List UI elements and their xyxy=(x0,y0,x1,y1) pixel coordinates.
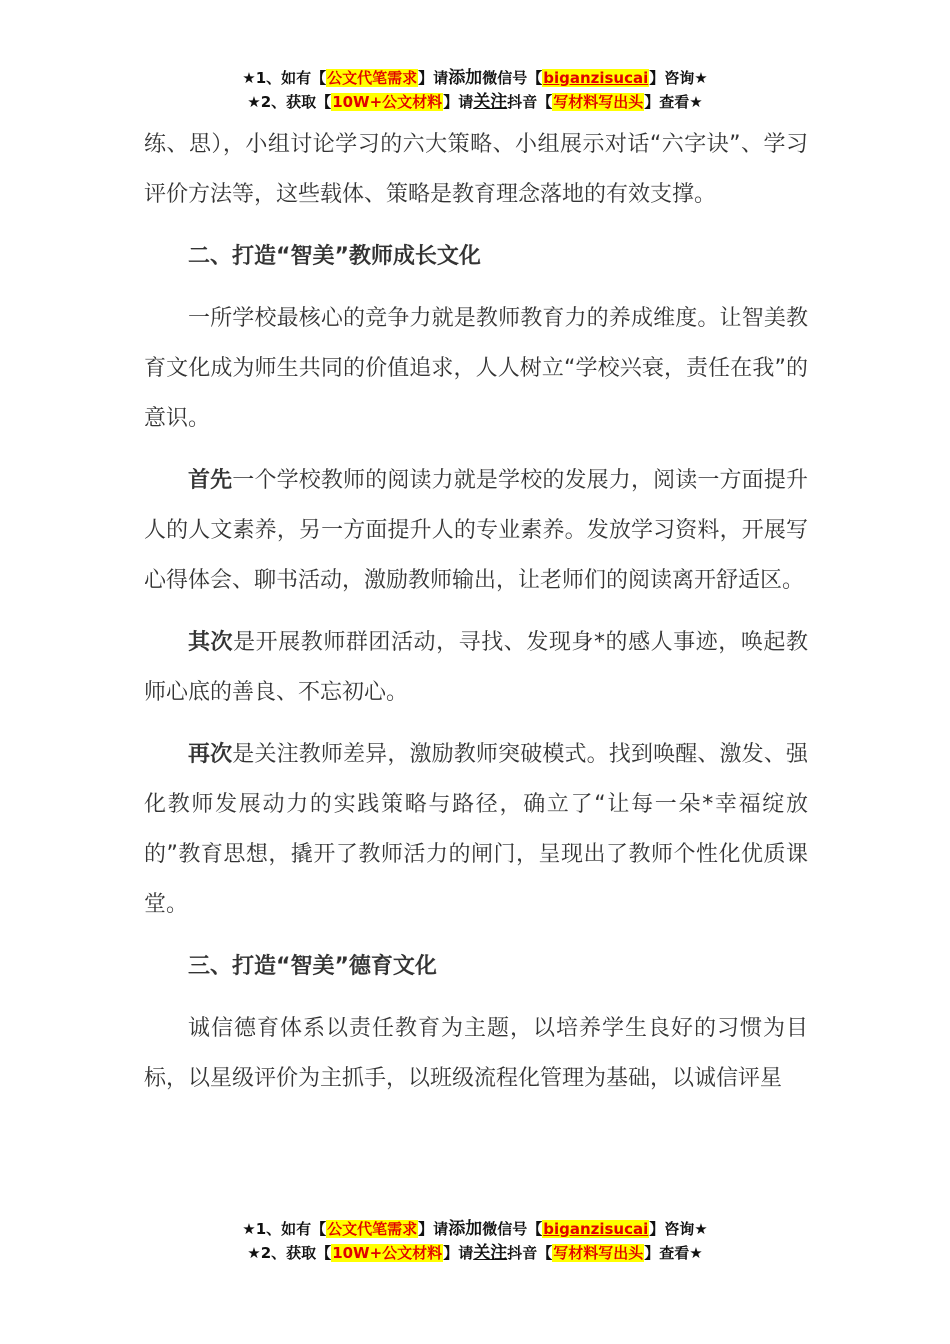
wechat-id-link[interactable]: biganzisucai xyxy=(543,1220,649,1238)
banner-emphasis: 添加 xyxy=(448,1219,483,1239)
highlight-materials: 10W+公文材料 xyxy=(332,1244,443,1262)
section-heading-teacher: 二、打造“智美”教师成长文化 xyxy=(188,244,481,269)
banner-text: ★1、如有【 xyxy=(242,69,327,87)
banner-text: 微信号【 xyxy=(482,69,543,87)
banner-text: 】咨询★ xyxy=(649,69,708,87)
paragraph xyxy=(144,730,808,930)
section-heading-moral: 三、打造“智美”德育文化 xyxy=(188,954,437,979)
banner-text: 】请 xyxy=(443,1244,474,1262)
paragraph xyxy=(144,618,808,718)
banner-text: 微信号【 xyxy=(482,1220,543,1238)
banner-text: 】查看★ xyxy=(644,1244,703,1262)
paragraph-text: 是关注教师差异，激励教师突破模式。找到唤醒、激发、强化教师发展动力的实践策略与路径，确立了“让每一朵*幸福绽放的”教育思想，撬开了教师活力的闸门，呈现出了教师个性化优质课堂。 xyxy=(144,742,808,917)
lead-word: 首先 xyxy=(188,468,233,493)
banner-emphasis: 关注 xyxy=(473,1243,508,1263)
paragraph-text: 是开展教师群团活动，寻找、发现身*的感人事迹，唤起教师心底的善良、不忘初心。 xyxy=(144,630,808,705)
banner-text: ★1、如有【 xyxy=(242,1220,327,1238)
banner-text: ★2、获取【 xyxy=(247,93,332,111)
banner-line-2 xyxy=(0,1241,950,1265)
paragraph xyxy=(144,456,808,606)
banner-text: 】咨询★ xyxy=(649,1220,708,1238)
banner-emphasis: 添加 xyxy=(448,68,483,88)
banner-line-2 xyxy=(0,90,950,114)
paragraph-text: 一个学校教师的阅读力就是学校的发展力，阅读一方面提升人的人文素养，另一方面提升人的专业素养。发放学习资料，开展写心得体会、聊书活动，激励教师输出，让老师们的阅读离开舒适区。 xyxy=(144,468,808,593)
banner-text: 】请 xyxy=(443,93,474,111)
paragraph: 练、思），小组讨论学习的六大策略、小组展示对话“六字诀”、学习评价方法等，这些载体、策略是教育理念落地的有效支撑。 xyxy=(144,132,808,207)
wechat-id-link[interactable]: biganzisucai xyxy=(543,69,649,87)
banner-text: 抖音【 xyxy=(507,93,553,111)
document-body xyxy=(144,120,808,1104)
banner-text: 抖音【 xyxy=(507,1244,553,1262)
douyin-account[interactable]: 写材料写出头 xyxy=(553,1244,644,1262)
lead-word: 其次 xyxy=(188,630,234,655)
highlight-service: 公文代笔需求 xyxy=(327,69,418,87)
banner-text: 】查看★ xyxy=(644,93,703,111)
banner-text: 】请 xyxy=(418,69,449,87)
banner-emphasis: 关注 xyxy=(473,92,508,112)
banner-line-1 xyxy=(0,1217,950,1241)
lead-word: 再次 xyxy=(188,742,233,767)
highlight-service: 公文代笔需求 xyxy=(327,1220,418,1238)
footer-banner xyxy=(0,1217,950,1265)
highlight-materials: 10W+公文材料 xyxy=(332,93,443,111)
paragraph: 一所学校最核心的竞争力就是教师教育力的养成维度。让智美教育文化成为师生共同的价值追求，人人树立“学校兴衰，责任在我”的意识。 xyxy=(144,306,808,431)
banner-text: ★2、获取【 xyxy=(247,1244,332,1262)
header-banner xyxy=(0,66,950,114)
paragraph: 诚信德育体系以责任教育为主题，以培养学生良好的习惯为目标，以星级评价为主抓手，以班级流程化管理为基础，以诚信评星 xyxy=(144,1016,808,1091)
banner-text: 】请 xyxy=(418,1220,449,1238)
banner-line-1 xyxy=(0,66,950,90)
douyin-account[interactable]: 写材料写出头 xyxy=(553,93,644,111)
